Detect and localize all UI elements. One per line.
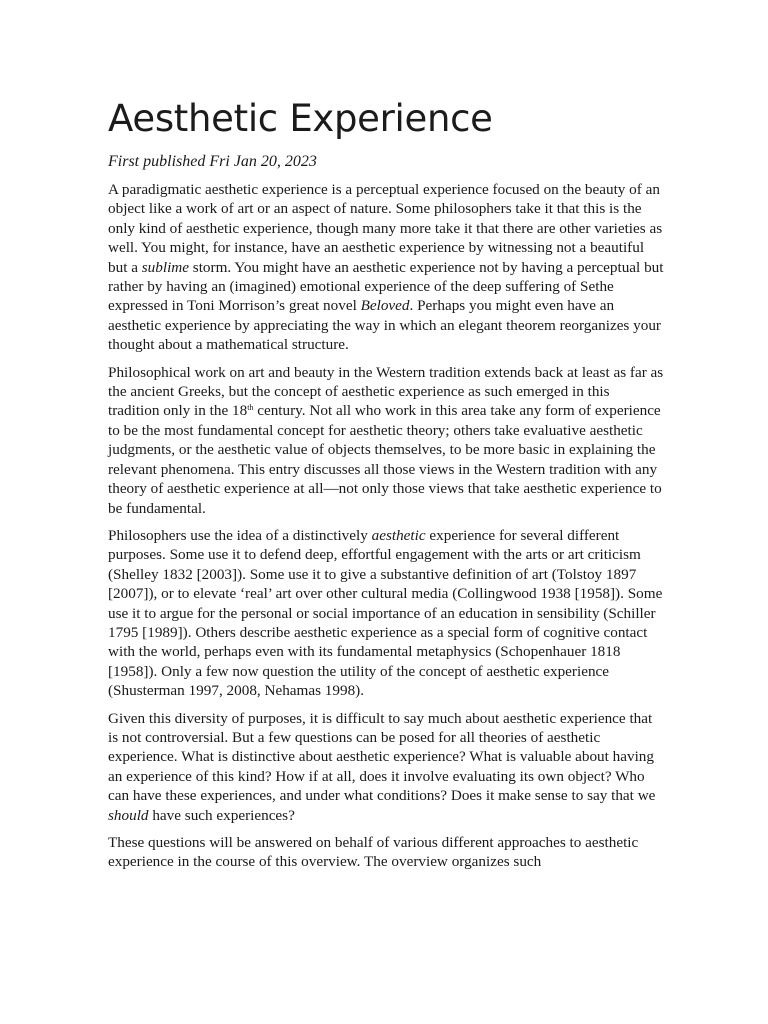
paragraph-2-text-a: Philosophical work on art and beauty in the Western tradition extends back at least as far as the ancient Greeks, but the concept of aesthetic experience as such emerged in this tradition only in the 18	[108, 363, 664, 420]
paragraph-5-text-a: These questions will be answered on behalf of various different approaches to aesthetic experience in the course of this overview. The overview organizes such	[108, 834, 639, 871]
paragraph-3-text-b: experience for several different purposes. Some use it to defend deep, effortful engagement with the arts or art criticism (Shelley 1832 [2003]). Some use it to give a substantive definition of art (Tolstoy 1897 [2007]), or to elevate ‘real’ art over other cultural media (Collingwood 1938 [1958]). Some use it to argue for the personal or social importance of an education in sensibility (Schiller 1795 [1989]). Others describe aesthetic experience as a special form of cognitive contact with the world, perhaps even with its fundamental metaphysics (Schopenhauer 1818 [1958]). Only a few now question the utility of the concept of aesthetic experience (Shusterman 1997, 2008, Nehamas 1998).	[108, 526, 663, 700]
paragraph-1	[108, 180, 664, 355]
article	[108, 96, 664, 880]
paragraph-1-text-c: . Perhaps you might even have an aesthetic experience by appreciating the way in which an elegant theorem reorganizes your thought about a mathematical structure.	[108, 297, 661, 354]
page-title: Aesthetic Experience	[108, 97, 493, 140]
paragraph-4-text-b: have such experiences?	[148, 806, 295, 824]
publication-date: First published Fri Jan 20, 2023	[108, 153, 317, 170]
paragraph-1-text-b: storm. You might have an aesthetic experience not by having a perceptual but rather by having an (imagined) emotional experience of the deep suffering of Sethe expressed in Toni Morrison’s great novel	[108, 258, 664, 315]
paragraph-3	[108, 526, 664, 701]
paragraph-5	[108, 833, 664, 872]
paragraph-1-emphasis-beloved: Beloved	[360, 297, 410, 315]
paragraph-2	[108, 363, 664, 518]
paragraph-4-emphasis-should: should	[108, 806, 149, 824]
paragraph-1-emphasis-sublime: sublime	[141, 258, 189, 276]
paragraph-2-superscript: th	[247, 403, 254, 413]
paragraph-4-text-a: Given this diversity of purposes, it is difficult to say much about aesthetic experience that is not controversial. But a few questions can be posed for all theories of aesthetic experience. What is distinctive about aesthetic experience? What is valuable about having an experience of this kind? How if at all, does it involve evaluating its own object? Who can have these experiences, and under what conditions? Does it make sense to say that we	[108, 709, 656, 805]
paragraph-1-text-a: A paradigmatic aesthetic experience is a perceptual experience focused on the beauty of an object like a work of art or an aspect of nature. Some philosophers take it that this is the only kind of aesthetic experience, though many more take it that there are other varieties as well. You might, for instance, have an aesthetic experience by witnessing not a beautiful but a	[108, 181, 663, 276]
paragraph-2-text-b: century. Not all who work in this area take any form of experience to be the most fundamental concept for aesthetic theory; others take evaluative aesthetic judgments, or the aesthetic value of objects themselves, to be more basic in explaining the relevant phenomena. This entry discusses all those views in the Western tradition with any theory of aesthetic experience at all—not only those views that take aesthetic experience to be fundamental.	[108, 402, 662, 517]
paragraph-3-emphasis-aesthetic: aesthetic	[371, 526, 426, 544]
paragraph-4	[108, 709, 664, 825]
paragraph-3-text-a: Philosophers use the idea of a distinctively	[108, 526, 372, 544]
